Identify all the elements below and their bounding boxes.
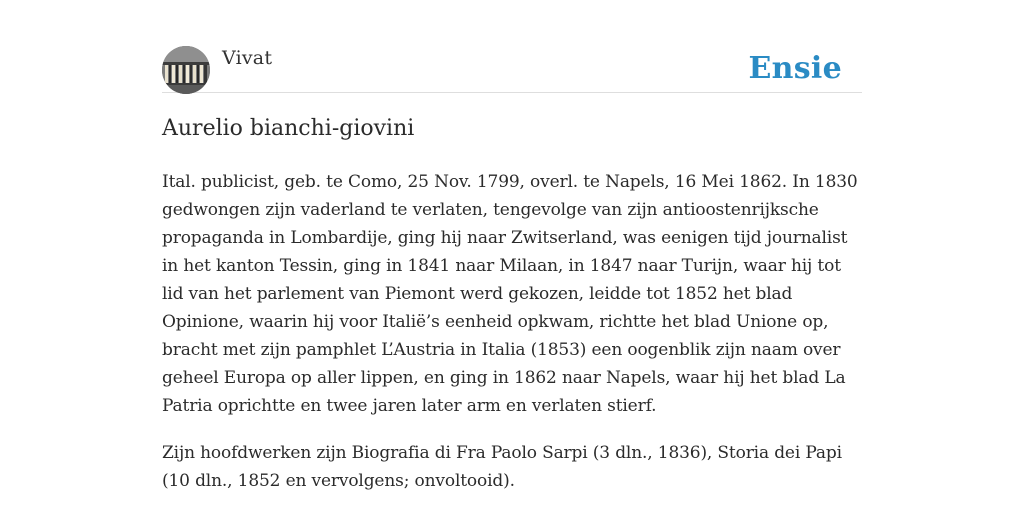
- library-bookshelf-icon: [162, 46, 210, 94]
- author-name[interactable]: Vivat: [222, 47, 273, 69]
- site-logo[interactable]: Ensie: [748, 51, 842, 86]
- page-title: Aurelio bianchi-giovini: [162, 116, 415, 141]
- article-paragraph: Zijn hoofdwerken zijn Biografia di Fra Paolo Sarpi (3 dln., 1836), Storia dei Papi (10 dln., 1852 en vervolgens; onvoltooid).: [162, 443, 842, 491]
- article-paragraph: Ital. publicist, geb. te Como, 25 Nov. 1799, overl. te Napels, 16 Mei 1862. In 1830 gedwongen zijn vaderland te verlaten, tengevolge van zijn antioostenrijksche propaganda in Lombardije, ging hij naar Zwitserland, was eenigen tijd journalist in het kanton Tessin, ging in 1841 naar Milaan, in 1847 naar Turijn, waar hij tot lid van het parlement van Piemont werd gekozen, leidde tot 1852 het blad Opinione, waarin hij voor Italië’s eenheid opkwam, richtte het blad Unione op, bracht met zijn pamphlet L’Austria in Italia (1853) een oogenblik zijn naam over geheel Europa op aller lippen, en ging in 1862 naar Napels, waar hij het blad La Patria oprichtte en twee jaren later arm en verlaten stierf.: [162, 172, 858, 416]
- avatar[interactable]: [162, 46, 210, 94]
- article-body: [162, 168, 862, 512]
- page-header: [162, 46, 862, 93]
